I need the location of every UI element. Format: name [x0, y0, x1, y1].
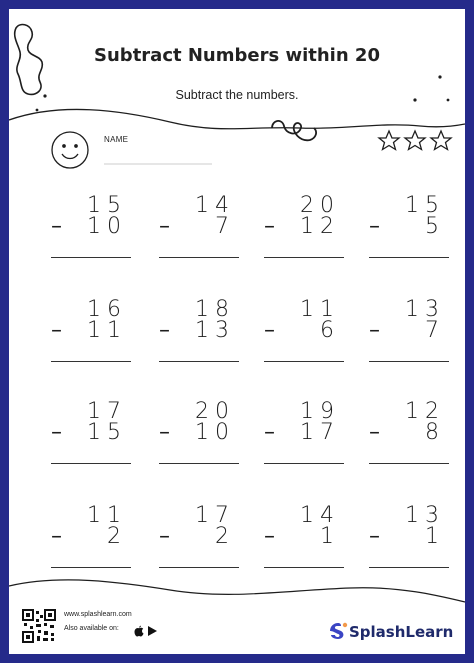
answer-line[interactable] — [369, 257, 449, 258]
subtrahend: 17 — [300, 420, 340, 445]
minuend: 18 — [195, 297, 235, 322]
answer-line[interactable] — [264, 463, 344, 464]
answer-line[interactable] — [51, 257, 131, 258]
answer-line[interactable] — [159, 567, 239, 568]
minus-sign: – — [369, 318, 380, 343]
subtraction-problem — [159, 505, 239, 597]
minuend: 11 — [87, 503, 127, 528]
qr-code-icon — [22, 609, 56, 643]
subtrahend: 6 — [320, 318, 340, 343]
answer-line[interactable] — [264, 361, 344, 362]
subtrahend: 11 — [87, 318, 127, 343]
minus-sign: – — [159, 420, 170, 445]
answer-line[interactable] — [51, 463, 131, 464]
subtraction-problem — [159, 195, 239, 287]
answer-line[interactable] — [264, 257, 344, 258]
apple-icon[interactable] — [135, 626, 144, 637]
minus-sign: – — [264, 318, 275, 343]
minus-sign: – — [51, 214, 62, 239]
minuend: 15 — [405, 193, 445, 218]
subtrahend: 1 — [320, 524, 340, 549]
instruction-text: Subtract the numbers. — [175, 88, 299, 102]
squiggle-hook-icon — [272, 121, 316, 140]
subtraction-problem — [159, 299, 239, 391]
minus-sign: – — [159, 214, 170, 239]
subtraction-problem — [264, 299, 344, 391]
subtrahend: 2 — [215, 524, 235, 549]
brand-name: SplashLearn — [349, 623, 454, 641]
minus-sign: – — [159, 318, 170, 343]
subtrahend: 8 — [425, 420, 445, 445]
answer-line[interactable] — [369, 567, 449, 568]
answer-line[interactable] — [369, 361, 449, 362]
subtraction-problem — [369, 195, 449, 287]
subtrahend: 7 — [425, 318, 445, 343]
answer-line[interactable] — [51, 567, 131, 568]
subtrahend: 10 — [195, 420, 235, 445]
subtrahend: 10 — [87, 214, 127, 239]
subtraction-problem — [51, 401, 131, 493]
minuend: 14 — [300, 503, 340, 528]
star-rating-icon — [379, 131, 451, 150]
minus-sign: – — [51, 420, 62, 445]
subtrahend: 12 — [300, 214, 340, 239]
minus-sign: – — [51, 524, 62, 549]
minus-sign: – — [264, 420, 275, 445]
minuend: 16 — [87, 297, 127, 322]
available-on-label: Also available on: — [64, 625, 119, 632]
subtraction-problem — [264, 505, 344, 597]
smiley-face-icon — [52, 132, 88, 168]
subtraction-problem — [369, 299, 449, 391]
answer-line[interactable] — [159, 257, 239, 258]
minus-sign: – — [369, 420, 380, 445]
minus-sign: – — [264, 214, 275, 239]
subtrahend: 15 — [87, 420, 127, 445]
subtraction-problem — [264, 195, 344, 287]
minuend: 13 — [405, 297, 445, 322]
answer-line[interactable] — [159, 463, 239, 464]
minuend: 17 — [87, 399, 127, 424]
subtrahend: 13 — [195, 318, 235, 343]
wavy-divider — [9, 109, 465, 128]
minuend: 20 — [300, 193, 340, 218]
store-icons — [133, 622, 159, 641]
subtraction-problem — [159, 401, 239, 493]
splashlearn-logo-icon — [327, 620, 349, 646]
answer-line[interactable] — [51, 361, 131, 362]
minuend: 15 — [87, 193, 127, 218]
subtraction-problem — [369, 401, 449, 493]
website-link[interactable]: www.splashlearn.com — [64, 611, 132, 618]
subtrahend: 5 — [425, 214, 445, 239]
minus-sign: – — [159, 524, 170, 549]
subtraction-problem — [51, 299, 131, 391]
subtraction-problem — [369, 505, 449, 597]
answer-line[interactable] — [159, 361, 239, 362]
minuend: 19 — [300, 399, 340, 424]
minus-sign: – — [51, 318, 62, 343]
minuend: 20 — [195, 399, 235, 424]
subtrahend: 7 — [215, 214, 235, 239]
subtraction-problem — [51, 505, 131, 597]
answer-line[interactable] — [369, 463, 449, 464]
worksheet-title: Subtract Numbers within 20 — [94, 45, 380, 66]
minuend: 13 — [405, 503, 445, 528]
name-label: NAME — [104, 135, 129, 144]
minus-sign: – — [369, 214, 380, 239]
minus-sign: – — [369, 524, 380, 549]
subtraction-problem — [51, 195, 131, 287]
google-play-icon[interactable] — [148, 626, 157, 636]
minuend: 12 — [405, 399, 445, 424]
answer-line[interactable] — [264, 567, 344, 568]
subtraction-problem — [264, 401, 344, 493]
subtrahend: 2 — [107, 524, 127, 549]
subtrahend: 1 — [425, 524, 445, 549]
minuend: 14 — [195, 193, 235, 218]
minus-sign: – — [264, 524, 275, 549]
minuend: 17 — [195, 503, 235, 528]
minuend: 11 — [300, 297, 340, 322]
